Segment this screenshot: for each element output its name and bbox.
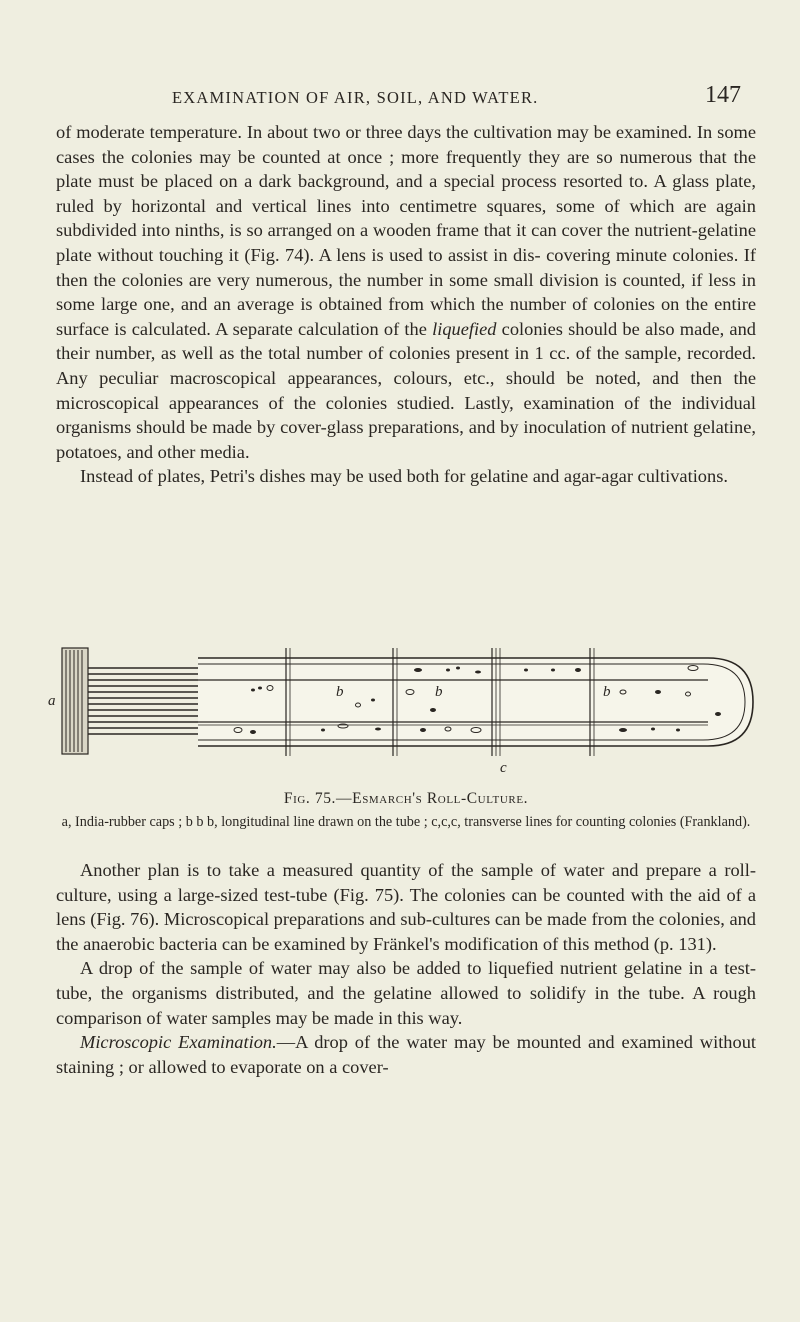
caption-title-text: Fig. 75.—Esmarch's Roll-Culture. [283, 790, 529, 807]
india-rubber-cap-left [62, 648, 88, 754]
page-header [0, 82, 800, 112]
label-b2: b [435, 684, 443, 700]
paragraph-text: of moderate temperature. In about two or three days the cultivation may be examined. In some cases the colonies may be counted at once ; more frequently they are so numerous that the plate must be placed on a dark background, and a special process resorted to. A glass plate, ruled by horizontal and vertical lines into centimetre squares, some of which are again subdivided into ninths, is so arranged on a wooden frame that it can cover the nutrient-gelatine plate without touching it (Fig. 74). A lens is used to assist in dis- covering minute colonies. If then the colonies are very numerous, the number in some small division is counted, if less in some large one, and an average is obtained from which the number of colonies on the entire surface is calculated. A separate calculation of the [56, 122, 756, 339]
figure-caption-text: a, India-rubber caps ; b b b, longitudinal line drawn on the tube ; c,c,c, transverse lines for counting colonies (Frankland). [61, 814, 751, 830]
paragraph-roll-culture: Another plan is to take a measured quantity of the sample of water and prepare a roll-culture, using a large-sized test-tube (Fig. 75). The colonies can be counted with the aid of a lens (Fig. 76). Microscopical preparations and sub-cultures can be made from the colonies, and the anaerobic bacteria can be examined by Fränkel's modification of this method (p. 131). [56, 860, 756, 954]
paragraph-text: —A drop of the water may be mounted and examined without staining ; or allowed to evaporate on a cover- [56, 1032, 757, 1077]
running-head: EXAMINATION OF AIR, SOIL, AND WATER. [172, 88, 539, 107]
figure-caption-title [56, 790, 756, 808]
paragraph-drop: A drop of the sample of water may also be added to liquefied nutrient gelatine in a test-tube, the organisms distributed, and the gelatine allowed to solidify in the tube. A rough comparison of water samples may be made in this way. [56, 958, 756, 1028]
paragraph-plates [56, 120, 756, 464]
roll-culture-figure [48, 630, 768, 780]
text-block-bottom [56, 858, 756, 1079]
paragraph-text: colonies should be also made, and their number, as well as the total number of colonies present in 1 cc. of the sample, recorded. Any peculiar macroscopical appearances, colours, etc., should be noted, and then the microscopical appearances of the colonies studied. Lastly, examination of the individual organisms should be made by cover-glass preparations, and by inoculation of nutrient gelatine, potatoes, and other media. [56, 318, 756, 462]
label-c: c [500, 760, 507, 776]
cap-grooves [88, 668, 198, 734]
page-number: 147 [705, 82, 741, 108]
text-block-top [56, 120, 756, 489]
paragraph-petri: Instead of plates, Petri's dishes may be used both for gelatine and agar-agar cultivations. [80, 466, 728, 487]
label-a: a [48, 693, 56, 709]
italic-heading: Microscopic Examination. [80, 1032, 277, 1053]
label-b1: b [336, 684, 344, 700]
italic-term: liquefied [432, 318, 497, 339]
label-b3: b [603, 684, 611, 700]
paragraph-microscopic [56, 1030, 756, 1079]
